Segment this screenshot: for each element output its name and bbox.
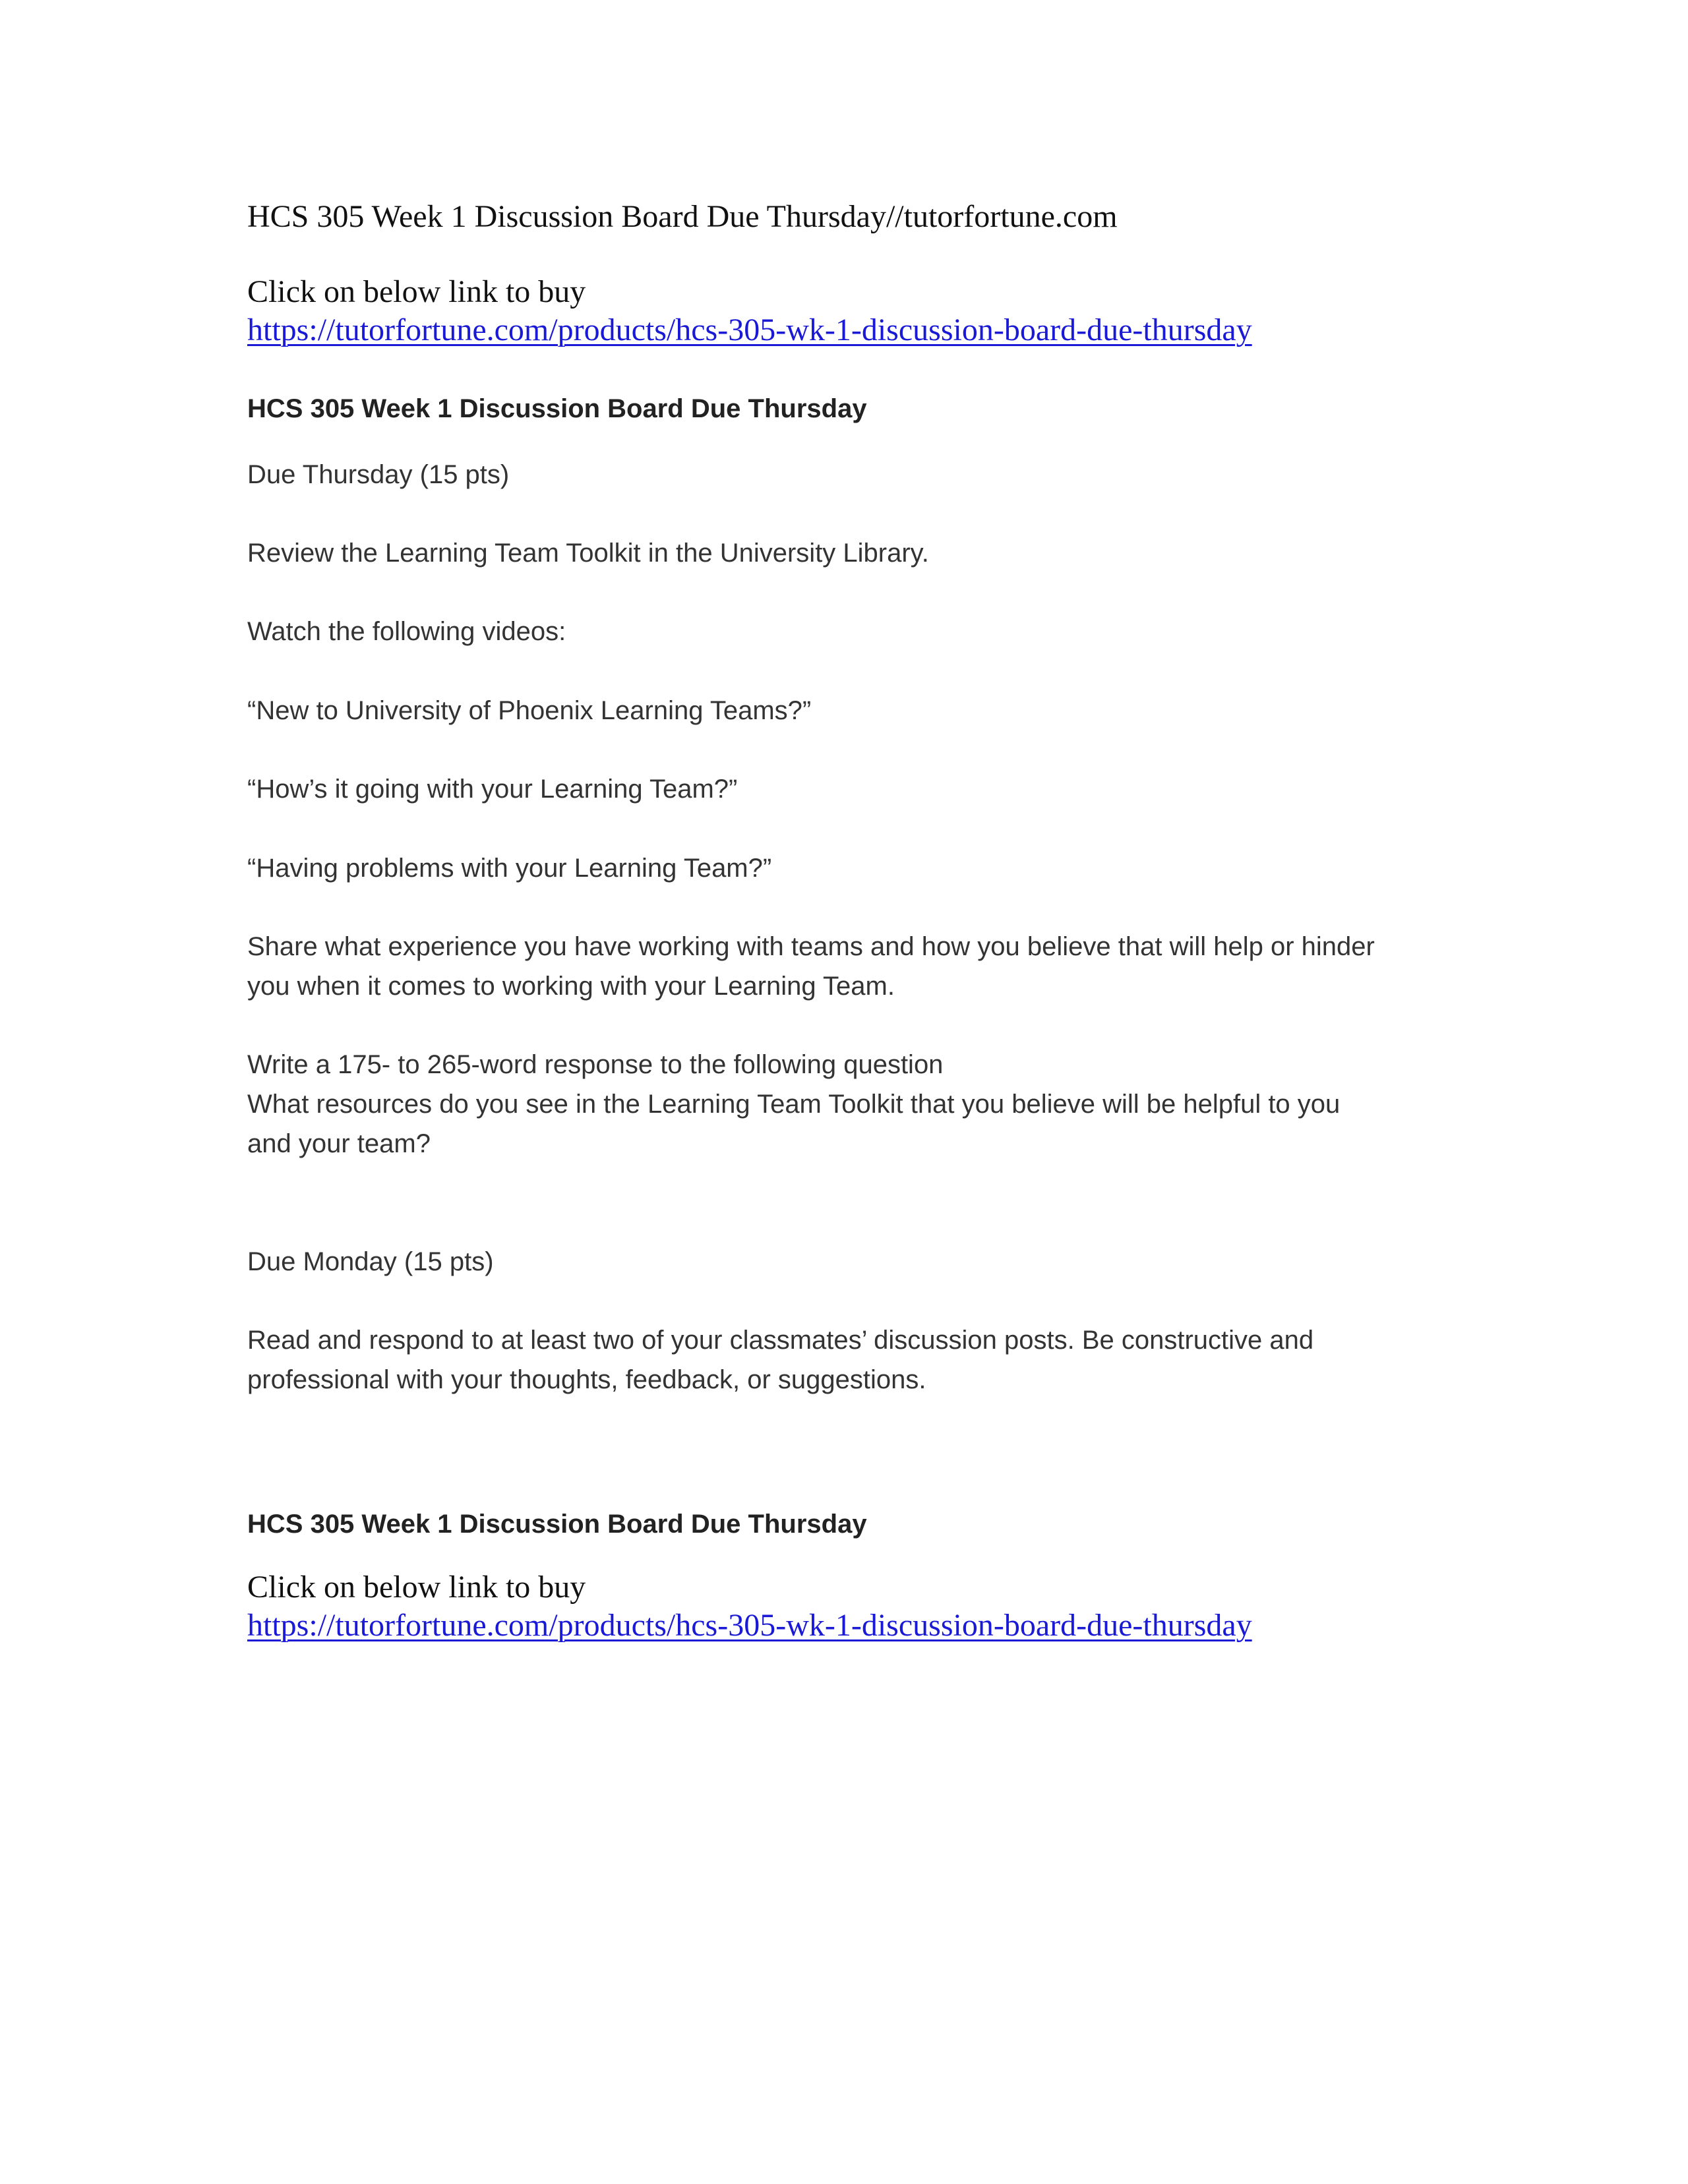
product-link-bottom-wrapper — [247, 1607, 1252, 1645]
video-title: “How’s it going with your Learning Team?” — [247, 775, 738, 804]
video-title: “Having problems with your Learning Team?” — [247, 854, 772, 883]
document-title: HCS 305 Week 1 Discussion Board Due Thursday//tutorfortune.com — [247, 199, 1118, 234]
share-instruction-line: you when it comes to working with your Learning Team. — [247, 972, 895, 1001]
write-instruction-line: What resources do you see in the Learning Team Toolkit that you believe will be helpful to you — [247, 1090, 1341, 1119]
product-link-top[interactable]: https://tutorfortune.com/products/hcs-305-wk-1-discussion-board-due-thursday — [247, 312, 1252, 347]
watch-instruction: Watch the following videos: — [247, 617, 566, 646]
product-link-bottom[interactable]: https://tutorfortune.com/products/hcs-305-wk-1-discussion-board-due-thursday — [247, 1608, 1252, 1643]
buy-prompt-bottom: Click on below link to buy — [247, 1570, 586, 1605]
due-thursday-label: Due Thursday (15 pts) — [247, 460, 510, 489]
respond-instruction-line: Read and respond to at least two of your classmates’ discussion posts. Be constructive and — [247, 1326, 1314, 1355]
buy-prompt-top: Click on below link to buy — [247, 274, 586, 309]
section-heading: HCS 305 Week 1 Discussion Board Due Thursday — [247, 394, 867, 423]
review-instruction: Review the Learning Team Toolkit in the University Library. — [247, 539, 929, 568]
respond-instruction-line: professional with your thoughts, feedback, or suggestions. — [247, 1365, 926, 1394]
share-instruction-line: Share what experience you have working with teams and how you believe that will help or hinder — [247, 932, 1375, 961]
footer-heading: HCS 305 Week 1 Discussion Board Due Thursday — [247, 1510, 867, 1539]
respond-instruction — [247, 1320, 1313, 1400]
product-link-top-wrapper — [247, 311, 1252, 349]
video-title: “New to University of Phoenix Learning Teams?” — [247, 696, 812, 725]
write-instruction-line: and your team? — [247, 1129, 431, 1158]
write-instruction — [247, 1045, 1340, 1164]
due-monday-label: Due Monday (15 pts) — [247, 1247, 494, 1276]
write-instruction-line: Write a 175- to 265-word response to the following question — [247, 1050, 944, 1079]
share-instruction — [247, 927, 1375, 1006]
